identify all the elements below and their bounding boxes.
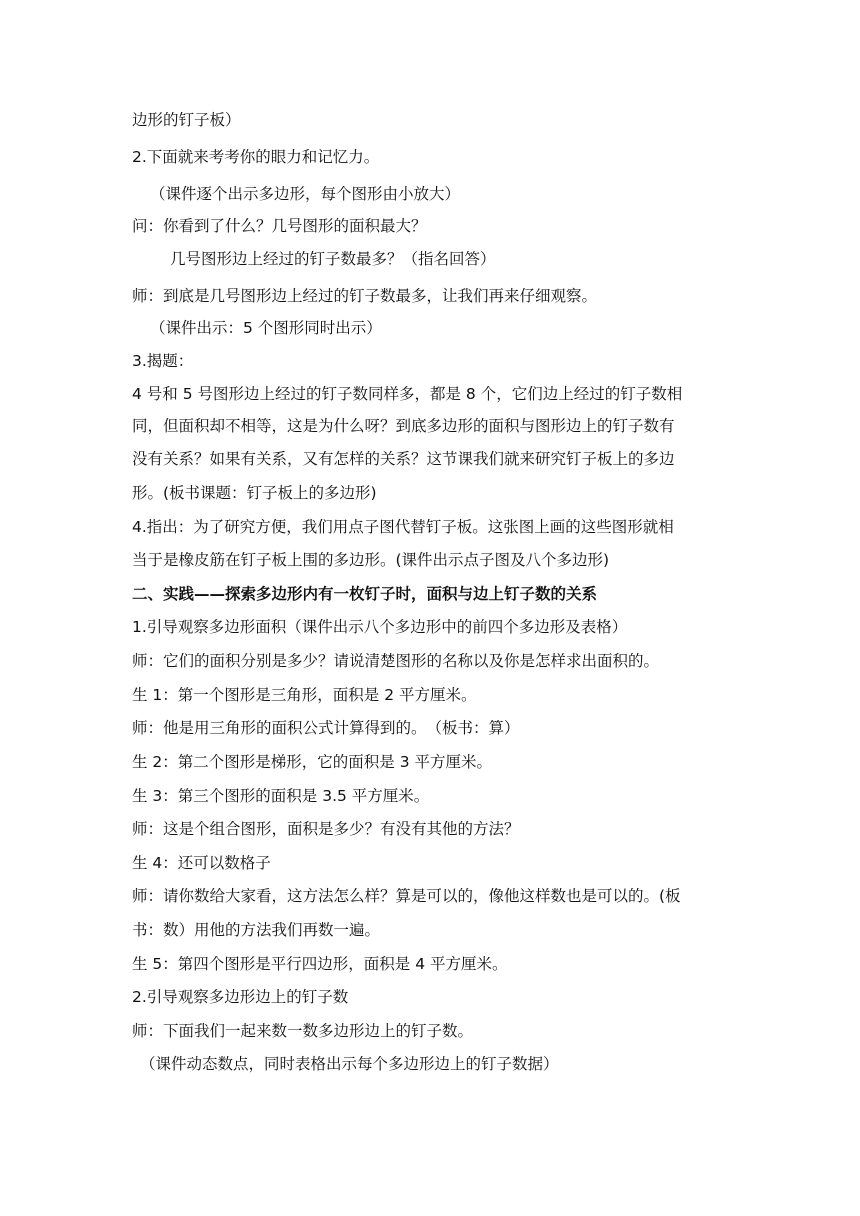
text-line: 生 2：第二个图形是梯形，它的面积是 3 平方厘米。 (132, 753, 493, 771)
text-line: 4 号和 5 号图形边上经过的钉子数同样多，都是 8 个，它们边上经过的钉子数相 (132, 385, 683, 403)
text-line: 师：它们的面积分别是多少？请说清楚图形的名称以及你是怎样求出面积的。 (132, 652, 660, 670)
text-line: 师：到底是几号图形边上经过的钉子数最多，让我们再来仔细观察。 (132, 287, 598, 305)
text-line: 师：下面我们一起来数一数多边形边上的钉子数。 (132, 1022, 474, 1040)
text-line: 当于是橡皮筋在钉子板上围的多边形。(课件出示点子图及八个多边形) (132, 551, 610, 569)
text-line: 师：请你数给大家看，这方法怎么样？算是可以的，像他这样数也是可以的。(板 (132, 887, 681, 905)
text-line: 形。(板书课题：钉子板上的多边形) (132, 484, 377, 502)
text-line: 生 5：第四个图形是平行四边形，面积是 4 平方厘米。 (132, 955, 508, 973)
text-line: 没有关系？如果有关系，又有怎样的关系？这节课我们就来研究钉子板上的多边 (132, 450, 675, 468)
text-line: （课件出示：5 个图形同时出示） (150, 319, 382, 337)
text-line: 师：他是用三角形的面积公式计算得到的。 （板书：算） (132, 719, 520, 737)
text-line: 书：数）用他的方法我们再数一遍。 (132, 921, 381, 939)
text-line: 2.引导观察多边形边上的钉子数 (132, 988, 349, 1006)
text-line: 同，但面积却不相等，这是为什么呀？到底多边形的面积与图形边上的钉子数有 (132, 417, 675, 435)
text-line: 1.引导观察多边形面积（课件出示八个多边形中的前四个多边形及表格） (132, 618, 628, 636)
text-line: 2.下面就来考考你的眼力和记忆力。 (132, 148, 380, 166)
text-line: 生 3：第三个图形的面积是 3.5 平方厘米。 (132, 787, 430, 805)
text-line: 3.揭题： (132, 352, 194, 370)
text-line: （课件动态数点，同时表格出示每个多边形边上的钉子数据） (140, 1055, 559, 1073)
text-line: 问：你看到了什么？几号图形的面积最大？ (132, 217, 427, 235)
text-line: 生 4：还可以数格子 (132, 854, 271, 872)
text-line: 4.指出：为了研究方便，我们用点子图代替钉子板。这张图上画的这些图形就相 (132, 518, 674, 536)
text-line: （课件逐个出示多边形，每个图形由小放大） (150, 185, 461, 203)
text-line: 生 1：第一个图形是三角形，面积是 2 平方厘米。 (132, 686, 477, 704)
text-line: 边形的钉子板） (132, 111, 241, 129)
section-heading: 二、实践——探索多边形内有一枚钉子时，面积与边上钉子数的关系 (132, 585, 598, 603)
text-line: 师：这是个组合图形，面积是多少？有没有其他的方法？ (132, 820, 520, 838)
text-line: 几号图形边上经过的钉子数最多？（指名回答） (170, 250, 496, 268)
